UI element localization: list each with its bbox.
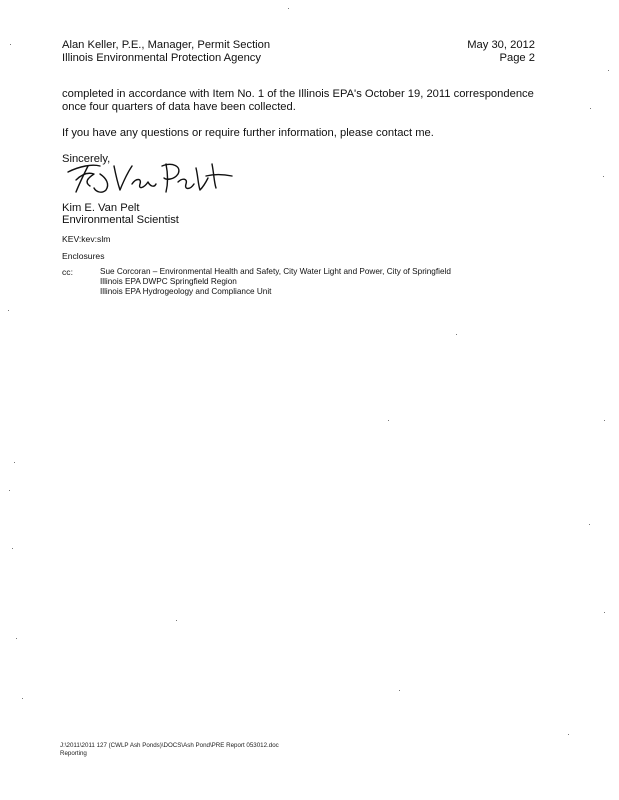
cc-recipient-2: Illinois EPA DWPC Springfield Region	[100, 277, 237, 286]
scan-speck	[10, 44, 11, 45]
scan-speck	[388, 420, 389, 421]
scan-speck	[8, 310, 9, 311]
cc-recipient-3: Illinois EPA Hydrogeology and Compliance Unit	[100, 287, 272, 296]
scan-speck	[176, 620, 177, 621]
paragraph-1-line-2: once four quarters of data have been collected.	[62, 101, 296, 113]
signer-name: Kim E. Van Pelt	[62, 202, 140, 214]
scan-speck	[604, 612, 605, 613]
scan-speck	[399, 690, 400, 691]
header-page-number: Page 2	[499, 52, 535, 64]
footer-category: Reporting	[60, 750, 87, 757]
scan-speck	[568, 734, 569, 735]
scan-speck	[16, 638, 17, 639]
paragraph-1-line-1: completed in accordance with Item No. 1 of the Illinois EPA's October 19, 2011 correspondence	[62, 88, 534, 100]
cc-recipient-list	[100, 267, 451, 297]
scan-speck	[456, 334, 457, 335]
footer-file-path: J:\2011\2011 127 (CWLP Ash Ponds)\DOCS\Ash Pond\PRE Report 053012.doc	[60, 742, 279, 749]
paragraph-2: If you have any questions or require further information, please contact me.	[62, 127, 434, 139]
header-recipient: Alan Keller, P.E., Manager, Permit Section	[62, 39, 271, 51]
scan-speck	[603, 176, 604, 177]
scan-speck	[589, 524, 590, 525]
typist-initials: KEV:kev:slm	[62, 234, 111, 244]
scan-speck	[604, 420, 605, 421]
scan-speck	[590, 108, 591, 109]
scan-speck	[288, 8, 289, 9]
signer-title: Environmental Scientist	[62, 214, 179, 226]
header-agency: Illinois Environmental Protection Agency	[62, 52, 261, 64]
header-date: May 30, 2012	[467, 39, 535, 51]
enclosures-note: Enclosures	[62, 251, 105, 261]
scan-speck	[9, 490, 10, 491]
cc-label: cc:	[62, 267, 73, 277]
salutation: Sincerely,	[62, 153, 111, 165]
scan-speck	[12, 548, 13, 549]
cc-recipient-1: Sue Corcoran – Environmental Health and Safety, City Water Light and Power, City of Springfield	[100, 267, 451, 276]
scan-speck	[22, 698, 23, 699]
scan-speck	[14, 462, 15, 463]
scan-speck	[608, 70, 609, 71]
handwritten-signature	[66, 160, 236, 200]
